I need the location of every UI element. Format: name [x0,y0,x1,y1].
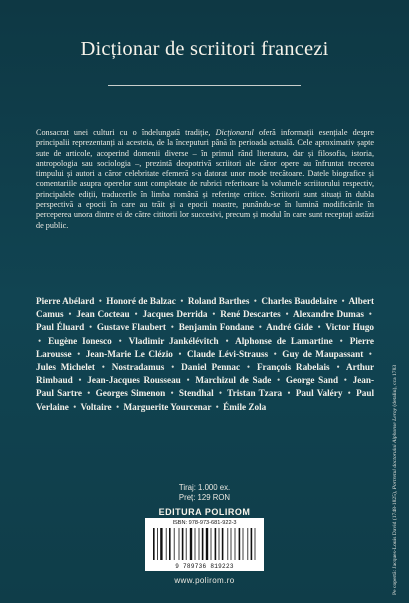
author-separator: • [170,388,174,399]
author-separator: • [171,362,175,373]
publisher-website: www.polirom.ro [174,576,235,585]
author-name: Georges Simenon [95,388,166,399]
author-separator: • [368,309,373,320]
barcode-bar [169,528,171,560]
author-name: Claude Lévi-Strauss [187,348,269,359]
author-separator: • [246,362,251,373]
author-separator: • [343,375,347,386]
author-name: Marguerite Yourcenar [123,401,212,412]
author-separator: • [253,296,257,306]
barcode-bar [160,528,162,560]
author-separator: • [317,322,321,333]
author-separator: • [77,348,81,359]
author-name: Paul Valéry [295,388,343,399]
author-name: François Rabelais [256,362,330,373]
author-separator: • [258,322,262,333]
author-separator: • [273,348,277,359]
author-separator: • [101,362,105,373]
barcode-bar [219,528,220,560]
barcode-bar [157,528,158,560]
author-name: Arthur Rimbaud [36,362,375,386]
author-separator: • [339,335,343,346]
cover-credit-end: (detaliu), cca 1783 [392,364,398,408]
barcode-bar [179,528,180,560]
description-text-rest: oferă informații esențiale despre principalii reprezentanți ai acesteia, de la începuturi până în perioada actuală. Cele aproximativ șapte sute de articole, acoperind domenii diverse – în primul rând literatura, dar și filosofia, istoria, antropologia sau sociologia –, prezintă deopotrivă scriitori ale căror opere au înfruntat trecerea timpului și autori a căror celebritate efemeră s-a datorat unor mode trecătoare. Datele biografice și comentariile asupra operelor sunt completate de rubrici referitoare la volumele scriitorului respectiv, principalele ediții, traducerile în limba română și referințe critice. Scriitorii sunt situați în dubla perspectivă a epocii în care au trăit și a epocii noastre, punându-se în lumină modificările în perceperea unora dintre ei de către cititorii lor succesivi, precum și modul în care sunt receptați astăzi de public. [36,128,374,230]
author-name: Nostradamus [111,362,165,373]
author-name: Tristan Tzara [227,388,283,399]
barcode-bar [182,528,184,560]
author-name: Gustave Flaubert [96,322,166,333]
author-name: Pierre Larousse [36,335,375,359]
barcode-bar [166,528,167,560]
isbn-barcode [145,518,264,571]
description-paragraph [36,128,374,231]
author-name: Marchizul de Sade [195,375,272,386]
author-name: Albert Camus [36,296,375,320]
author-name: Victor Hugo [325,322,375,333]
print-run-text: Tiraj: 1.000 ex. [178,483,231,492]
author-name: Alphonse de Lamartine [235,335,333,346]
cover-credit [392,5,398,595]
author-separator: • [341,296,345,306]
author-name: Charles Baudelaire [261,296,338,306]
barcode-bars [153,528,256,560]
barcode-bar [255,528,256,560]
barcode-bar [153,528,155,560]
barcode-bar [174,528,175,560]
author-separator: • [336,362,340,373]
author-name: Daniel Pennac [181,362,241,373]
author-separator: • [88,322,93,333]
author-name: Vladimir Jankélévitch [128,335,219,346]
barcode-bar [186,528,187,560]
author-name: Jules Michelet [36,362,95,373]
author-separator: • [115,401,120,412]
book-title: Dicționar de scriitori francezi [80,38,329,60]
author-separator: • [347,388,351,399]
author-separator: • [78,375,82,386]
cover-credit-start: Pe copertă: Jacques-Louis David (1748-1825), [392,489,398,595]
barcode-bar [190,528,192,560]
author-name: Honoré de Balzac [106,296,176,306]
price-text: Preț: 129 RON [178,492,231,502]
barcode-bar [227,528,228,560]
author-name: Émile Zola [223,401,267,412]
author-name: Jean-Marie Le Clézio [85,348,173,359]
publisher-name: EDITURA POLIROM [158,507,251,517]
author-list [36,295,374,414]
author-separator: • [215,401,219,412]
cover-credit-artwork: Portretul doctorului Alphonse Leroy [392,407,398,490]
author-name: Roland Barthes [187,296,250,306]
barcode-bar [222,528,224,560]
barcode-bar [251,528,253,560]
barcode-bar [247,528,248,560]
author-separator: • [285,309,289,320]
author-name: Paul Éluard [36,322,85,333]
author-separator: • [98,296,102,306]
barcode-bar [243,528,244,560]
barcode-bar [215,528,217,560]
author-name: Stendhal [178,388,214,399]
barcode-bar [231,528,232,560]
author-separator: • [277,375,281,386]
author-separator: • [170,322,174,333]
barcode-bar [211,528,212,560]
author-name: René Descartes [220,309,281,320]
author-name: Alexandre Dumas [293,309,365,320]
barcode-bar [235,528,236,560]
description-text-start: Consacrat unei culturi cu o îndelungată tradiție, [36,128,216,137]
author-name: André Gide [266,322,313,333]
title-divider [108,85,301,86]
author-separator: • [287,388,291,399]
author-separator: • [68,309,72,320]
barcode-bar [199,528,200,560]
author-name: Guy de Maupassant [282,348,364,359]
author-name: Jean-Paul Sartre [36,375,375,399]
description-emphasis: Dicționarul [215,128,254,137]
price-block [0,483,409,502]
author-separator: • [178,348,182,359]
author-name: Jean-Jacques Rousseau [87,375,181,386]
author-separator: • [38,335,42,346]
barcode-digits: 9 789736 819223 [175,563,234,570]
author-separator: • [225,335,229,346]
isbn-text: ISBN: 978-973-681-922-3 [172,520,237,526]
author-separator: • [87,388,91,399]
author-name: George Sand [285,375,339,386]
author-separator: • [368,348,372,359]
barcode-bar [206,528,208,560]
author-separator: • [186,375,190,386]
author-name: Benjamin Fondane [178,322,254,333]
author-separator: • [118,335,122,346]
barcode-bar [202,528,204,560]
author-separator: • [212,309,216,320]
author-name: Voltaire [80,401,112,412]
author-separator: • [180,296,184,306]
author-name: Eugène Ionesco [48,335,112,346]
author-name: Paul Verlaine [36,388,374,412]
barcode-bar [239,528,241,560]
author-separator: • [218,388,223,399]
author-separator: • [73,401,77,412]
author-name: Jacques Derrida [142,309,208,320]
author-separator: • [134,309,138,320]
barcode-bar [195,528,196,560]
author-name: Pierre Abélard [36,296,95,306]
author-name: Jean Cocteau [76,309,130,320]
